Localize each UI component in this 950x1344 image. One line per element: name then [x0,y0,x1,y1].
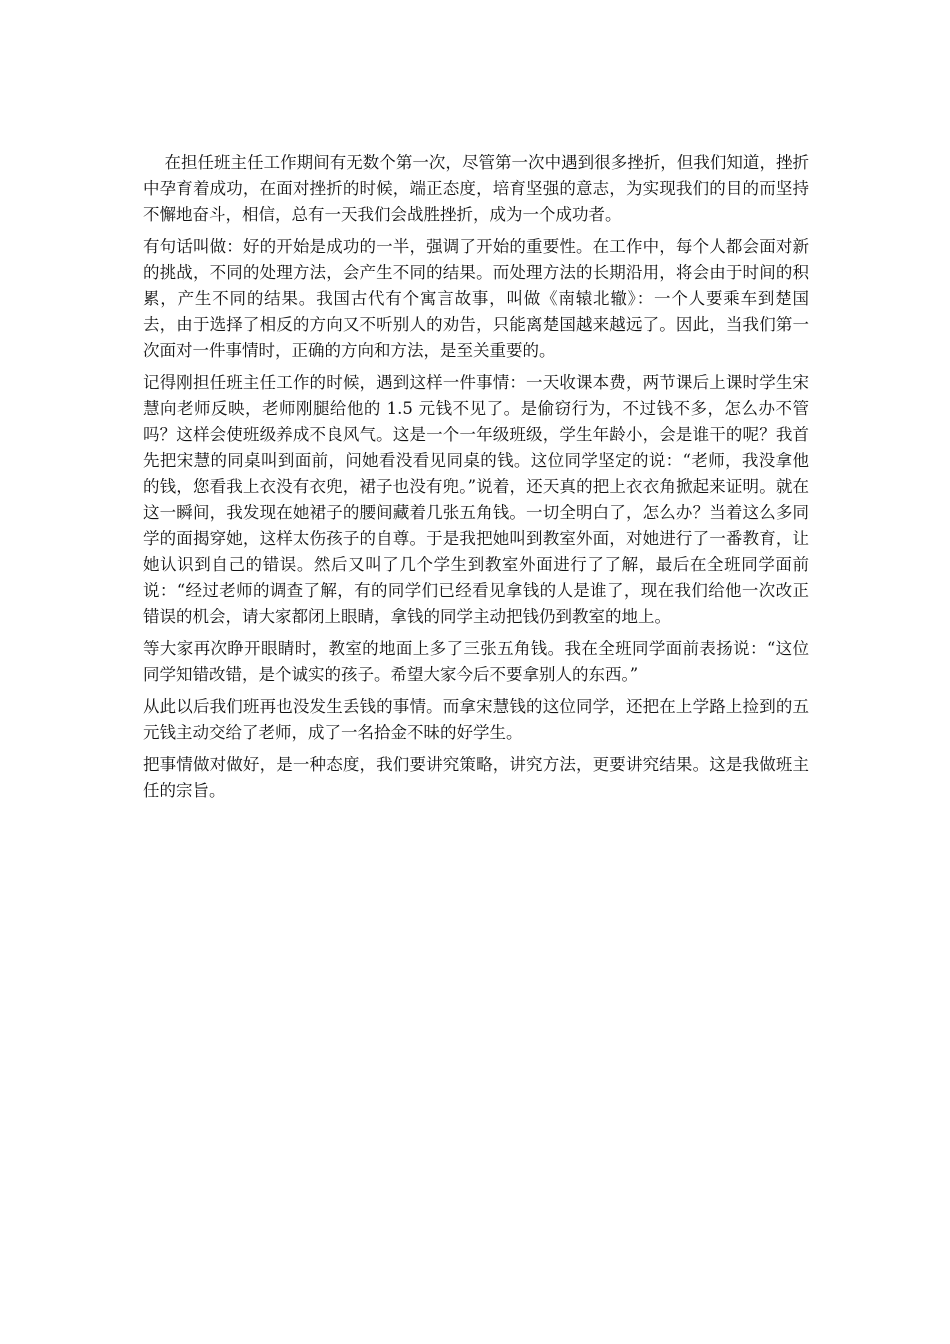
document-body [143,150,809,810]
paragraph-5: 从此以后我们班再也没发生丢钱的事情。而拿宋慧钱的这位同学，还把在上学路上捡到的五元钱主动交给了老师，成了一名拾金不昧的好学生。 [143,697,809,742]
paragraph-4: 等大家再次睁开眼睛时，教室的地面上多了三张五角钱。我在全班同学面前表扬说：“这位同学知错改错，是个诚实的孩子。希望大家今后不要拿别人的东西。” [143,639,809,684]
paragraph-6: 把事情做对做好，是一种态度，我们要讲究策略，讲究方法，更要讲究结果。这是我做班主任的宗旨。 [143,755,809,800]
paragraph-2: 有句话叫做：好的开始是成功的一半，强调了开始的重要性。在工作中，每个人都会面对新的挑战，不同的处理方法，会产生不同的结果。而处理方法的长期沿用，将会由于时间的积累，产生不同的结果。我国古代有个寓言故事，叫做《南辕北辙》：一个人要乘车到楚国去，由于选择了相反的方向又不听别人的劝告，只能离楚国越来越远了。因此，当我们第一次面对一件事情时，正确的方向和方法，是至关重要的。 [143,237,809,360]
paragraph-3: 记得刚担任班主任工作的时候，遇到这样一件事情：一天收课本费，两节课后上课时学生宋慧向老师反映，老师刚腿给他的 1.5 元钱不见了。是偷窃行为，不过钱不多，怎么办不管吗？这样会使班级养成不良风气。这是一个一年级班级，学生年龄小，会是谁干的呢？我首先把宋慧的同桌叫到面前，问她看没看见同桌的钱。这位同学坚定的说：“老师，我没拿他的钱，您看我上衣没有衣兜，裙子也没有兜。”说着，还天真的把上衣衣角掀起来证明。就在这一瞬间，我发现在她裙子的腰间藏着几张五角钱。一切全明白了，怎么办？当着这么多同学的面揭穿她，这样太伤孩子的自尊。于是我把她叫到教室外面，对她进行了一番教育，让她认识到自己的错误。然后又叫了几个学生到教室外面进行了了解，最后在全班同学面前说：“经过老师的调查了解，有的同学们已经看见拿钱的人是谁了，现在我们给他一次改正错误的机会，请大家都闭上眼睛，拿钱的同学主动把钱仍到教室的地上。 [143,373,809,626]
paragraph-1: 在担任班主任工作期间有无数个第一次，尽管第一次中遇到很多挫折，但我们知道，挫折中孕育着成功，在面对挫折的时候，端正态度，培育坚强的意志，为实现我们的目的而坚持不懈地奋斗，相信，总有一天我们会战胜挫折，成为一个成功者。 [143,153,809,224]
